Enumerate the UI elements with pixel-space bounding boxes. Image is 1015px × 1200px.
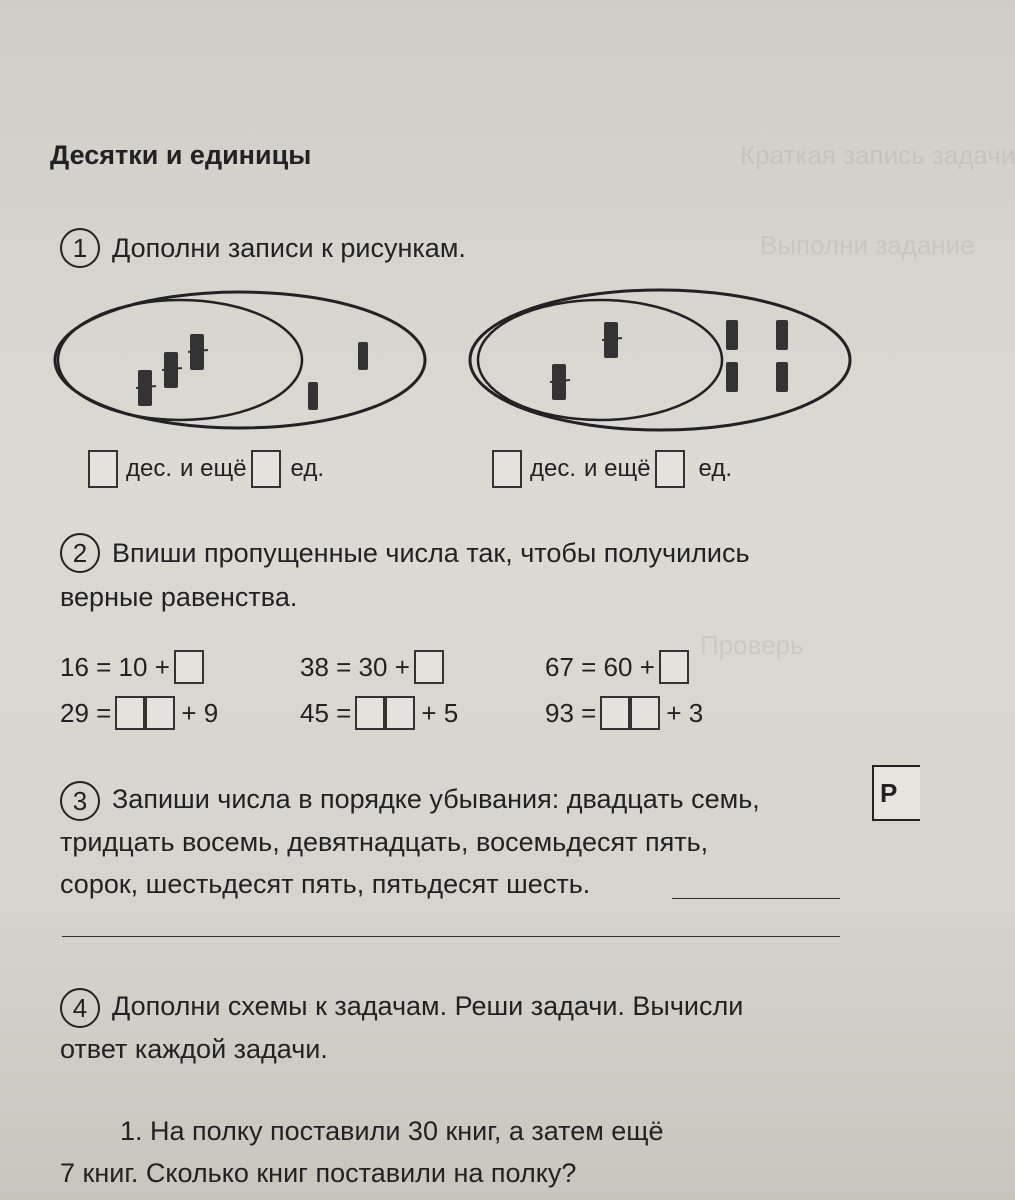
task-1 xyxy=(60,225,466,269)
answer-line[interactable] xyxy=(62,936,840,937)
label-units: ед. xyxy=(698,455,733,482)
single-stick-icon xyxy=(358,342,368,370)
page-title: Десятки и единицы xyxy=(50,140,312,170)
label-units: ед. xyxy=(290,455,325,482)
equation: 16 = 10 + xyxy=(60,650,204,684)
bleed-through: Проверь xyxy=(700,630,804,660)
answer-box[interactable] xyxy=(600,696,630,730)
bleed-through: Краткая запись задачи xyxy=(740,140,1015,170)
answer-box[interactable] xyxy=(174,650,204,684)
task-text: Впиши пропущенные числа так, чтобы получились xyxy=(112,537,750,568)
single-stick-icon xyxy=(308,382,318,410)
task-text: Дополни записи к рисункам. xyxy=(112,232,466,263)
answer-box[interactable] xyxy=(145,696,175,730)
bleed-through: Выполни задание xyxy=(760,230,975,260)
answer-box[interactable] xyxy=(492,450,522,488)
single-stick-icon xyxy=(726,320,738,350)
task-2 xyxy=(60,530,860,618)
task-text: верные равенства. xyxy=(60,581,298,612)
task-text: Дополни схемы к задачам. Реши задачи. Вычисли xyxy=(112,991,744,1021)
task-number: 2 xyxy=(60,533,100,573)
task-text: тридцать восемь, девятнадцать, восемьдесят пять, xyxy=(60,826,709,857)
task-3 xyxy=(60,778,850,905)
answer-box[interactable] xyxy=(115,696,145,730)
answer-box[interactable] xyxy=(88,450,118,488)
label-dec: дес. xyxy=(530,455,577,482)
equation: 67 = 60 + xyxy=(545,650,689,684)
answer-box[interactable] xyxy=(655,450,685,488)
single-stick-icon xyxy=(726,362,738,392)
task-number: 4 xyxy=(60,988,100,1028)
answer-box[interactable] xyxy=(355,696,385,730)
answer-box[interactable] xyxy=(385,696,415,730)
task-number: 1 xyxy=(60,228,100,268)
outer-oval-left xyxy=(55,292,425,428)
answer-row-left xyxy=(88,450,324,488)
equation: 38 = 30 + xyxy=(300,650,444,684)
answer-box[interactable] xyxy=(414,650,444,684)
problem-text: 7 книг. Сколько книг поставили на полку? xyxy=(60,1158,577,1188)
inner-oval-left xyxy=(58,300,302,420)
single-stick-icon xyxy=(776,320,788,350)
inner-oval-right xyxy=(478,300,722,420)
label-dec: дес. xyxy=(126,455,173,482)
bundle-of-ten-icon xyxy=(162,352,182,388)
task-text: ответ каждой задачи. xyxy=(60,1033,328,1064)
equation: 45 = + 5 xyxy=(300,696,458,730)
answer-box[interactable] xyxy=(659,650,689,684)
bundle-of-ten-icon xyxy=(188,334,208,370)
task-number: 3 xyxy=(60,781,100,821)
answer-row-right xyxy=(492,450,732,488)
problem-text: 1. На полку поставили 30 книг, а затем ещё xyxy=(120,1116,664,1146)
answer-line[interactable] xyxy=(672,898,840,899)
side-tab-label: Р xyxy=(872,765,920,821)
label-and: и ещё xyxy=(584,455,651,482)
answer-box[interactable] xyxy=(630,696,660,730)
bundle-of-ten-icon xyxy=(550,364,570,400)
label-and: и ещё xyxy=(180,455,247,482)
task-text: Запиши числа в порядке убывания: двадцать семь, xyxy=(112,784,760,814)
equation: 93 = + 3 xyxy=(545,696,703,730)
bundle-of-ten-icon xyxy=(136,370,156,406)
bundle-of-ten-icon xyxy=(602,322,622,358)
task-text: сорок, шестьдесят пять, пятьдесят шесть. xyxy=(60,868,591,899)
answer-box[interactable] xyxy=(251,450,281,488)
task-4 xyxy=(60,985,850,1070)
stick-bundles-illustration xyxy=(40,290,880,440)
single-stick-icon xyxy=(776,362,788,392)
problem-1 xyxy=(60,1110,850,1194)
equation: 29 = + 9 xyxy=(60,696,218,730)
